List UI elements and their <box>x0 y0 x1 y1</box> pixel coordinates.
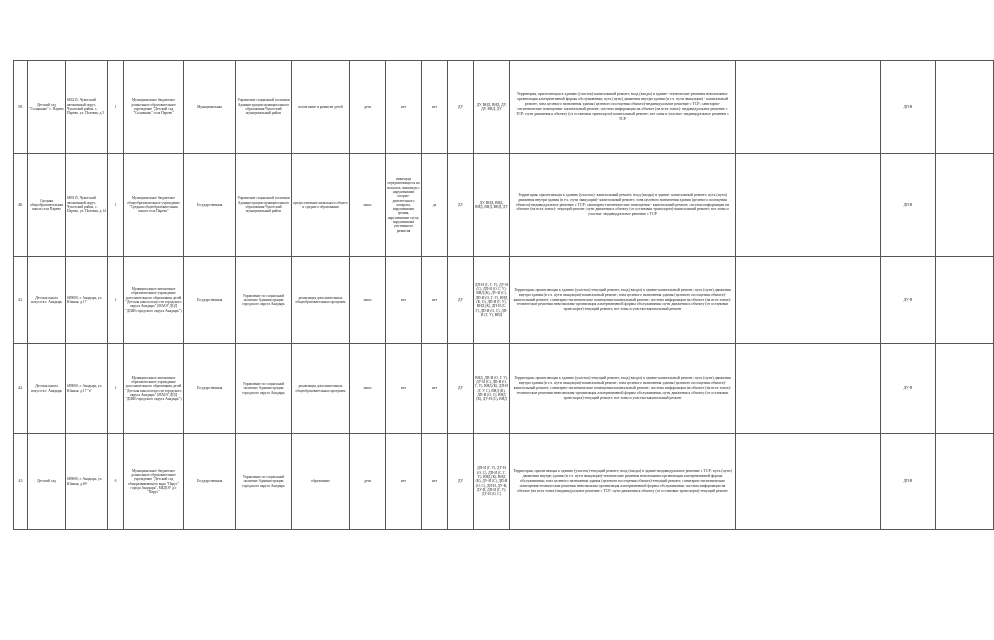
object-count: 1 <box>108 344 124 434</box>
empty-cell <box>936 61 994 154</box>
service-group: дети <box>350 61 386 154</box>
object-count: 6 <box>108 434 124 530</box>
ownership-form: Государственная <box>184 154 236 257</box>
service-group: школ <box>350 257 386 344</box>
final-assessment: ДП-В <box>881 434 936 530</box>
object-count: 1 <box>108 154 124 257</box>
empty-cell <box>936 344 994 434</box>
empty-cell <box>936 434 994 530</box>
empty-cell <box>736 344 881 434</box>
row-number: 39. <box>14 61 28 154</box>
ownership-form: Государственная <box>184 434 236 530</box>
empty-cell <box>736 257 881 344</box>
object-name: Средняя общеобразовательная школа села Парево <box>28 154 66 257</box>
higher-authority: Управление социальной политики Администрации муниципального образования Чукотский муниципальный район <box>236 61 292 154</box>
status-code: ДУ <box>448 344 474 434</box>
higher-authority: Управление по социальной политике Администрации городского округа Анадырь <box>236 434 292 530</box>
higher-authority: Управление по социальной политике Администрации городского округа Анадырь <box>236 257 292 344</box>
activity-type: предоставление начального общего и среднего образования <box>292 154 350 257</box>
object-name: Детский сад <box>28 434 66 530</box>
service-group: школ <box>350 344 386 434</box>
status-code: ДУ <box>448 434 474 530</box>
organization-name: Муниципальное бюджетное общеобразовательное учреждение "Средняя общеобразовательная школа села Парево" <box>124 154 184 257</box>
activity-type: образование <box>292 434 350 530</box>
organization-name: Муниципальное бюджетное дошкольное образовательное учреждение "Детский сад "Солнышко" села Парево" <box>124 61 184 154</box>
adaptation-measures: Территория, прилегающая к зданию (участок)-капитальный ремонт; вход (входы) в здание- технические решения невозможны-организация альтернативной формы обслуживания; путь (пути) движения внутри здания (в т.ч. пути эвакуации) - капитальный ремонт; зона целевого назначения здания (целевого посещения объекта)-индивидуальное решение с ТСР; санитарно-гигиенические помещения- капитальный ремонт; система информации на объекте (на всех зонах)- индивидуальное решение с ТСР; пути движения к объекту (от остановки транспорта)-капитальный ремонт; все зоны и участки- индивидуальное решение с ТСР <box>510 61 736 154</box>
object-address: 689315, Чукотский автономный округ, Чукотский район, с. Парево, ул. Полевая, д.14 <box>66 154 108 257</box>
object-name: Детская школа искусств г. Анадырь <box>28 344 66 434</box>
zone-access-codes: ДП-И (С, Г, У), ДУ-И (С), ДП-И (О, Г, У), ВНД (К), ДУ-И (С), ДП-И (О, Г, У), ВНД (К, О), ДП-И (Г, У), ВНД (К), ДП-И (С, Г), ДП-И (О, С), ДП-И (Г, У), ВНД <box>474 257 510 344</box>
organization-name: Муниципальное автономное образовательное учреждение дополнительного образования детей "Детская школа искусств городского округа Анадырь" (МАОУ ДОД "ДШИ городского округа Анадырь") <box>124 344 184 434</box>
disabled-categories: нет <box>386 344 422 434</box>
adapted-flag: да <box>422 154 448 257</box>
object-name: Детская школа искусств г. Анадырь <box>28 257 66 344</box>
organization-name: Муниципальное автономное образовательное учреждение дополнительного образования детей "Детская школа искусств городского округа Анадырь" (МАОУ ДОД "ДШИ городского округа Анадырь") <box>124 257 184 344</box>
adapted-flag: нет <box>422 61 448 154</box>
adapted-flag: нет <box>422 344 448 434</box>
zone-access-codes: ДУ, ВНД, ВНД, ВНД, ВНД, ВНД, ДУ <box>474 154 510 257</box>
final-assessment: ДП-В <box>881 61 936 154</box>
organization-name: Муниципальное бюджетное дошкольное образовательное учреждение "Детский сад общеразвивающего вида "Парус" города Анадыря", МБДОУ д/с "Парус" <box>124 434 184 530</box>
object-address: 689000, г. Анадырь, ул. Южная, д.69 <box>66 434 108 530</box>
zone-access-codes: ДУ, ВНД, ВНД, ДУ, ДУ, ВНД, ДУ <box>474 61 510 154</box>
object-count: 1 <box>108 61 124 154</box>
final-assessment: ДУ-В <box>881 257 936 344</box>
ownership-form: Муниципальная <box>184 61 236 154</box>
activity-type: воспитание и развитие детей <box>292 61 350 154</box>
adaptation-measures: Территория, прилегающая к зданию (участок)-текущий ремонт; вход (входы) в здание-капитальный ремонт; путь (пути) движения внутри здания (в т.ч. пути эвакуации)-капитальный ремонт; зона целевого назначения здания (целевого посещения объекта)-капитальный ремонт; санитарно-гигиенические помещения-капитальный ремонт; система информации на объекте (на всех зонах)-технические решения невозможны-организация альтернативной формы обслуживания; пути движения к объекту (от остановки транспорта)-текущий ремонт; все зоны и участки-капитальный ремонт <box>510 257 736 344</box>
final-assessment: ДУ-В <box>881 344 936 434</box>
accessibility-register-table <box>13 60 994 530</box>
ownership-form: Государственная <box>184 257 236 344</box>
adapted-flag: нет <box>422 434 448 530</box>
object-address: 683215, Чукотский автономный округ, Чукотский район, с. Парево, ул. Полевая, д.5 <box>66 61 108 154</box>
table-row <box>14 344 994 434</box>
status-code: ДУ <box>448 257 474 344</box>
empty-cell <box>736 61 881 154</box>
empty-cell <box>736 434 881 530</box>
table-row <box>14 434 994 530</box>
empty-cell <box>936 257 994 344</box>
empty-cell <box>736 154 881 257</box>
object-name: Детский сад "Солнышко" с. Парево <box>28 61 66 154</box>
object-address: 689000, г. Анадырь, ул. Южная, д.17 <box>66 257 108 344</box>
higher-authority: Управление социальной политики Администрации муниципального образования Чукотский муниципальный район <box>236 154 292 257</box>
higher-authority: Управление по социальной политике Администрации городского округа Анадырь <box>236 344 292 434</box>
activity-type: реализация дополнительных общеобразовательных программ <box>292 257 350 344</box>
status-code: ДУ <box>448 61 474 154</box>
adaptation-measures: Территория, прилегающая к зданию (участок)-текущий ремонт; вход (входы) в здание-капитальный ремонт; путь (пути) движения внутри здания (в т.ч. пути эвакуации)-капитальный ремонт; зона целевого назначения здания (целевого посещения объекта)-капитальный ремонт; санитарно-гигиенические помещения-капитальный ремонт; система информации на объекте (на всех зонах)-технические решения невозможны-организация альтернативной формы обслуживания; пути движения к объекту (от остановки транспорта)-текущий ремонт; все зоны и участки-капитальный ремонт <box>510 344 736 434</box>
object-address: 689000, г. Анадырь, ул. Южная, д.17 "а" <box>66 344 108 434</box>
disabled-categories: нет <box>386 257 422 344</box>
table-row <box>14 154 994 257</box>
zone-access-codes: ДП-И (Г, У), ДУ-И (О, С), ДП-И (С, Г, У), ВНД (К), ВНД (К), ДУ-И (С), ДП-И (О, С), ДП-И, ДУ-В, ДУ-В, ДП-И (Г, У), ДУ-И (О, С) <box>474 434 510 530</box>
row-number: 41. <box>14 257 28 344</box>
service-group: дети <box>350 434 386 530</box>
empty-cell <box>936 154 994 257</box>
disabled-categories: нет <box>386 61 422 154</box>
status-code: ДУ <box>448 154 474 257</box>
row-number: 40. <box>14 154 28 257</box>
zone-access-codes: ВНД, ДП-И (О, Г, У), ДУ-И (С), ДП-И (О, Г, У), ВНД (К), ДП-И (Г, У, С), ВНД (К), ДП-И (О, С), ВНД (К), ДУ-И (С), ВНД <box>474 344 510 434</box>
adaptation-measures: Территория, прилегающая к зданию (участок)-текущий ремонт; вход (входы) в здание-индивидуальное решение с ТСР; путь (пути) движения внутри здания (в т.ч. пути эвакуации)-технические решения невозможны-организация альтернативной формы обслуживания; зона целевого назначения здания (целевого посещения объекта)-текущий ремонт; санитарно-гигиенические помещения-технические решения невозможны-организация альтернативной формы обслуживания; система информации на объекте (на всех зонах)-индивидуальное решение с ТСР; пути движения к объекту (от остановки транспорта)-текущий ремонт <box>510 434 736 530</box>
activity-type: реализация дополнительных общеобразовательных программ <box>292 344 350 434</box>
ownership-form: Государственная <box>184 344 236 434</box>
disabled-categories: нет <box>386 434 422 530</box>
table-row <box>14 257 994 344</box>
table-row <box>14 61 994 154</box>
final-assessment: ДП-В <box>881 154 936 257</box>
object-count: 1 <box>108 257 124 344</box>
row-number: 43 <box>14 434 28 530</box>
adaptation-measures: Территория, прилегающая к зданию (участок)- капитальный ремонт; вход (входы) в здание- капитальный ремонт; путь (пути) движения внутри здания (в т.ч. пути эвакуации)- капитальный ремонт; зона целевого назначения здания (целевого посещения объекта)-индивидуальное решение с ТСР; санитарно-гигиенические помещения - капитальный ремонт; система информации на объекте (на всех зонах)- текущий ремонт; пути движения к объекту (от остановки транспорта)-капитальный ремонт; все зоны и участки- индивидуальное решение с ТСР <box>510 154 736 257</box>
disabled-categories: инвалиды передвигающиеся на колясках, инвалиды с нарушениями опорно-двигательного аппарата, нарушениями зрения, нарушениями слуха, нарушениями умственного развития <box>386 154 422 257</box>
row-number: 42. <box>14 344 28 434</box>
adapted-flag: нет <box>422 257 448 344</box>
service-group: школ <box>350 154 386 257</box>
